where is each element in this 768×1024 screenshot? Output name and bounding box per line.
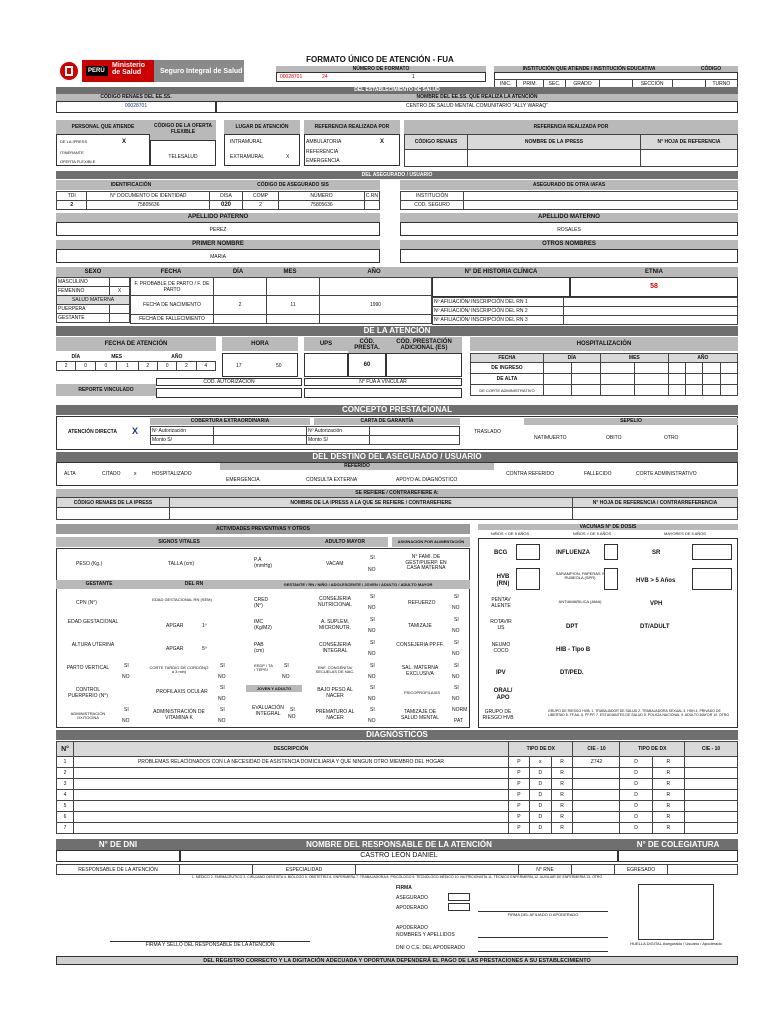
hospitalizacion-label: HOSPITALIZACIÓN <box>470 337 738 351</box>
cobertura-monto: Monto S/ <box>151 436 214 445</box>
sal-materna-excl: SAL. MATERNA EXCLUSIVA <box>401 665 439 677</box>
destino-bar: DEL DESTINO DEL ASEGURADO / USUARIO <box>56 452 738 462</box>
institucion-educativa-label: INSTITUCIÓN QUE ATIENDE / INSTITUCIÓN EDUCATIVA <box>494 66 684 72</box>
form-title: FORMATO ÚNICO DE ATENCIÓN - FUA <box>306 55 454 64</box>
hvb5: HVB > 5 Años <box>636 578 676 584</box>
no-marker: NO <box>452 696 460 702</box>
dx-tipo-ingreso: TIPO DE DX <box>509 742 573 757</box>
apellido-paterno-label: APELLIDO PATERNO <box>56 213 380 222</box>
citado: CITADO <box>102 471 121 477</box>
corte-admin: CORTE ADMINISTRATIVO <box>636 471 697 477</box>
adulto-mayor: ADULTO MAYOR <box>302 537 388 547</box>
admin-vitk: ADMINISTRACIÓN DE VITAMINA K <box>153 709 205 721</box>
dtadult: DT/ADULT <box>640 624 670 630</box>
no-marker: NO <box>288 714 296 720</box>
si-marker: SI <box>454 640 459 646</box>
codigo-label: CÓDIGO <box>684 66 738 72</box>
carta-autorizacion: Nº Autorización <box>307 427 370 436</box>
afil-rn1: Nº AFILIACIÓN/ INSCRIPCIÓN DEL RN 1 <box>433 298 564 307</box>
de-alta: DE ALTA <box>471 374 544 385</box>
obito: OBITO <box>606 435 622 441</box>
numero-formato-label: NÚMERO DE FORMATO <box>276 66 486 72</box>
numero-formato-part3: 1 <box>412 74 415 80</box>
fua-vincular: N° FUA A VINCULAR <box>359 379 407 385</box>
consejeria-nut: CONSEJERIA NUTRICIONAL <box>318 596 352 608</box>
no-marker: NO <box>368 674 376 680</box>
ambulatoria: AMBULATORIA <box>306 139 342 145</box>
no-marker: NO <box>368 567 376 573</box>
intramural: INTRAMURAL <box>230 139 263 145</box>
no-marker: NO <box>368 651 376 657</box>
si-marker: SI <box>370 663 375 669</box>
neumococo: NEUMO COCO <box>491 642 511 654</box>
diagnosticos-table <box>56 741 738 834</box>
oral-apo: ORAL/ APO <box>493 688 513 701</box>
hvb-rn: HVB (RN) <box>496 574 510 587</box>
de-la-atencion-bar: DE LA ATENCIÓN <box>56 326 738 336</box>
dx-ingreso: INGRESO <box>548 741 572 747</box>
atencion-directa: ATENCIÓN DIRECTA <box>68 429 117 435</box>
fecha-fall-label: FECHA DE FALLECIMIENTO <box>131 315 214 324</box>
profilaxis: PROFILAXIS OCULAR <box>156 689 208 695</box>
puerpera: PUERPERA <box>57 305 110 314</box>
dni-ce: DNI O C.E. DEL APODERADO <box>396 945 465 951</box>
influenza: INFLUENZA <box>556 550 590 556</box>
institucion: INSTITUCIÓN <box>401 192 464 201</box>
fecha-digit-3: 1 <box>117 362 138 371</box>
no-marker: NO <box>452 651 460 657</box>
dpt: DPT <box>566 624 578 630</box>
actividades-bar: ACTIVIDADES PREVENTIVAS Y OTROS <box>56 524 470 534</box>
referido-label: REFERIDO <box>220 463 494 470</box>
referencia-opt: REFERENCIA <box>306 149 339 155</box>
si-marker: SI <box>284 663 289 669</box>
nombres-apellidos: NOMBRES Y APELLIDOS <box>396 932 455 938</box>
establecimiento-bar: DEL ESTABLECIMIENTO DE SALUD <box>56 87 738 94</box>
dest-hoja-ref: N° HOJA DE REFERENCIA / CONTRARREFERENCIA <box>573 498 738 508</box>
sexo-label: SEXO <box>56 267 130 277</box>
table-row: 6 P D R D R <box>57 812 738 823</box>
nombre-eess-label: NOMBRE DEL EE.SS. QUE REALIZA LA ATENCIÓN <box>216 94 738 101</box>
gestante-header: GESTANTE <box>56 580 142 589</box>
vacunas-mayores: MAYORES DE 5 AÑOS <box>664 531 706 536</box>
fecha-digit-0: 2 <box>57 362 76 371</box>
femenino: FEMENINO <box>57 287 110 296</box>
hora-label: HORA <box>222 337 298 351</box>
etnia-label: ETNIA <box>570 267 738 277</box>
no-marker: NO <box>218 718 226 724</box>
no-marker: NO <box>452 674 460 680</box>
masculino: MASCULINO <box>57 278 110 287</box>
numero-formato-part1: 00028701 <box>280 74 303 80</box>
sarampion: SARAMPION, PAPERAS Y RUBEOLA (SPR) <box>555 571 605 581</box>
personal-label: PERSONAL QUE ATIENDE <box>56 120 150 134</box>
fecha-nac-dia: 2 <box>214 296 267 315</box>
evaluacion-integral: EVALUACIÓN INTEGRAL <box>252 705 284 717</box>
dx-n-label: N° <box>57 742 74 757</box>
consejeria-int: CONSEJERIA INTEGRAL <box>319 642 351 654</box>
de-corte: DE CORTE ADMINISTRATIVO <box>471 385 544 396</box>
asignacion: ASIGNACIÓN POR ALIMENTACIÓN <box>392 537 470 547</box>
ipv: IPV <box>496 670 506 676</box>
ambulatoria-mark: X <box>380 139 385 145</box>
traslado: TRASLADO <box>474 429 501 435</box>
hospitalizado: HOSPITALIZADO <box>152 471 192 477</box>
natimuerto: NATIMUERTO <box>534 435 567 441</box>
alta: ALTA <box>64 471 76 477</box>
primer-nombre: MARIA <box>210 254 226 260</box>
logo-sis: Seguro Integral de Salud <box>160 68 243 75</box>
cpn: CPN (N°) <box>76 600 97 606</box>
numero-formato-box <box>276 72 486 82</box>
si-marker: SI <box>370 707 375 713</box>
primer-nombre-label: PRIMER NOMBRE <box>56 240 380 249</box>
hora-value: 17 <box>236 363 242 369</box>
colegiatura-label: N° DE COLEGIATURA <box>618 839 738 850</box>
sepelio-label: SEPELIO <box>524 418 738 425</box>
no-marker: NO <box>218 696 226 702</box>
cod-presta-value: 60 <box>363 362 371 368</box>
tamizaje-salud-mental: TAMIZAJE DE SALUD MENTAL <box>401 709 439 721</box>
table-row: 1 PROBLEMAS RELACIONADOS CON LA NECESIDAD DE ASISTENCIA DOMICILIARIA Y QUE NINGUN OTRO MIEMBRO DEL HOGAR P x R Z742 D R <box>57 757 738 768</box>
fecha-nac-mes: 11 <box>267 296 320 315</box>
no-marker: NO <box>218 674 226 680</box>
asegurado-bar: DEL ASEGURADO / USUARIO <box>56 171 738 179</box>
prematuro: PREMATURO AL NACER <box>315 709 355 721</box>
hib: HIB - Tipo B <box>556 647 591 653</box>
referencia-por-label: REFERENCIA REALIZADA POR <box>404 120 738 134</box>
pab: PAB (cm) <box>254 642 264 654</box>
admin-oxitocina: ADMINISTRACIÓN OXITOCINA <box>70 711 106 721</box>
huella-label: HUELLA DIGITAL Asegurado / Usuario / Apoderado <box>630 941 722 946</box>
fallecido: FALLECIDO <box>584 471 612 477</box>
citado-mark: x <box>134 471 137 477</box>
antiamarilica: ANTIAMARILICA (AMA) <box>558 599 602 604</box>
emergencia-opt: EMERGENCIA <box>306 158 340 164</box>
no-marker: NO <box>122 674 130 680</box>
si-marker: SI <box>370 594 375 600</box>
tamizaje: TAMIZAJE <box>408 623 432 629</box>
table-row: 5 P D R D R <box>57 801 738 812</box>
apgar5-min: 5º <box>202 646 207 652</box>
itinerante: ITINERANTE <box>60 150 84 155</box>
refiere-bar: SE REFIERE / CONTRAREFIERE A: <box>56 489 738 497</box>
fecha-nac-label: FECHA DE NACIMIENTO <box>131 296 214 315</box>
dest-nombre-ipress: NOMBRE DE LA IPRESS A LA QUE SE REFIERE / CONTRAREFIERE <box>170 498 573 508</box>
cod-seguro: COD. SEGURO <box>401 201 464 210</box>
firma-sello: FIRMA Y SELLO DEL RESPONSABLE DE LA ATENCIÓN <box>145 942 275 948</box>
logo-ministry: Ministerio de Salud <box>112 62 146 76</box>
especialidad: ESPECIALIDAD <box>253 865 356 875</box>
consulta-externa: CONSULTA EXTERNA <box>306 477 358 483</box>
joven-adulto: JOVEN Y ADULTO <box>246 685 302 692</box>
no-marker: NO <box>452 628 460 634</box>
imc: IMC (Kg/M2) <box>254 619 272 631</box>
ref-nombre-ipress: NOMBRE DE LA IPRESS <box>468 135 641 150</box>
contra-referido: CONTRA REFERIDO <box>506 471 555 477</box>
refuerzo: REFUERZO <box>408 600 436 606</box>
reporte-vinculado: REPORTE VINCULADO <box>56 384 156 396</box>
fecha-label: FECHA <box>130 267 212 277</box>
fami: N° FAMI. DE GEST/PUERP. EN CASA MATERNA <box>405 554 447 571</box>
anio-label: AÑO <box>316 267 432 277</box>
si-marker: SI <box>124 707 129 713</box>
peso: PESO (Kg.) <box>76 561 103 567</box>
logo-country: PERÚ <box>88 68 105 74</box>
responsable-nombre-label: NOMBRE DEL RESPONSABLE DE LA ATENCIÓN <box>180 839 618 850</box>
fecha-digit-5: 0 <box>157 362 176 371</box>
suplem: A. SUPLEM. MICRONUTR. <box>319 619 351 631</box>
fecha-digit-2: 0 <box>95 362 116 371</box>
vacunas-ninos2: NIÑOS > DE 5 AÑOS <box>572 531 612 536</box>
pat: PAT <box>454 718 463 724</box>
firma-apoderado: APODERADO <box>396 905 428 911</box>
apellido-materno-label: APELLIDO MATERNO <box>400 213 738 222</box>
grupo-riesgo-nota: GRUPO DE RIESGO HVB: 1. TRABAJADOR DE SALUD 2. TRABAJADORA SEXUAL 3. HSH 4. PRIVADO DE LIBERTAD 5. FF.AA. 6. FF.PP. 7. ESTUDIANTES DE SALUD 8. POLICÍA NACIONAL 9. ADULTO MAYOR 10. OTRO <box>548 709 730 717</box>
edu-cols: INIC. PRIM. SEC. GRADO SECCIÓN TURNO <box>494 79 738 89</box>
egresado: EGRESADO <box>615 865 668 875</box>
referencia-label: REFERENCIA REALIZADA POR <box>304 120 400 134</box>
control-puerperio: CONTROL PUERPERIO (N°) <box>68 687 108 699</box>
si-marker: SI <box>370 640 375 646</box>
fecha-digit-6: 2 <box>177 362 196 371</box>
consejeria-ppff: CONSEJERIA PP.FF. <box>396 642 444 648</box>
firma-asegurado: ASEGURADO <box>396 895 428 901</box>
dx-cie-ingreso: CIE - 10 <box>573 742 620 757</box>
table-row: 4 P D R D R <box>57 790 738 801</box>
extramural-mark: X <box>286 154 290 160</box>
apoyo-diag: APOYO AL DIAGNÓSTICO <box>396 477 458 483</box>
rne: N° RNE <box>519 865 572 875</box>
dest-emergencia: EMERGENCIA <box>226 477 260 483</box>
footer-bar: DEL REGISTRO CORRECTO Y LA DIGITACIÓN ADECUADA Y OPORTUNA DEPENDERÁ EL PAGO DE LAS PRESTACIONES A SU ESTABLECIMIENTO <box>56 956 738 965</box>
ups-label: UPS <box>304 337 348 351</box>
ref-hoja: N° HOJA DE REFERENCIA <box>641 135 738 150</box>
si-marker: SI <box>370 617 375 623</box>
pa: P.A (mmHg) <box>254 557 273 569</box>
logo-block <box>58 60 244 82</box>
afil-rn3: Nº AFILIACIÓN/ INSCRIPCIÓN DEL RN 3 <box>433 316 564 325</box>
otra-iafas-label: ASEGURADO DE OTRA IAFAS <box>400 180 738 190</box>
vacunas-bar: VACUNAS N° DE DOSIS <box>478 524 738 530</box>
firma-label: FIRMA <box>396 885 412 891</box>
no-marker: NO <box>368 696 376 702</box>
bcg: BCG <box>494 550 508 556</box>
extramural: EXTRAMURAL <box>230 154 265 160</box>
bajo-peso: BAJO PESO AL NACER <box>317 687 353 699</box>
signos-vitales: SIGNOS VITALES <box>56 537 302 547</box>
dx-cie-egreso: CIE - 10 <box>685 742 738 757</box>
apellido-paterno: PEREZ <box>209 227 227 233</box>
si-marker: SI <box>454 594 459 600</box>
vph: VPH <box>650 601 663 607</box>
cod-presta-label: CÓD. PRESTA. <box>348 337 386 353</box>
minutos-value: 50 <box>276 363 282 369</box>
dest-codigo-renaes: CÓDIGO RENAES DE LA IPRESS <box>57 498 170 508</box>
dni-label: N° DE DNI <box>56 839 180 850</box>
de-ingreso: DE INGRESO <box>471 363 544 374</box>
huella-box <box>638 884 714 940</box>
si-marker: SI <box>124 663 129 669</box>
creo: CRED (N°) <box>254 597 269 609</box>
afil-rn2: Nº AFILIACIÓN/ INSCRIPCIÓN DEL RN 2 <box>433 307 564 316</box>
si-marker: SI <box>290 707 295 713</box>
lugar-label: LUGAR DE ATENCIÓN <box>224 120 300 134</box>
psicoprofilaxis: PSICOPROFILAXIS <box>404 690 441 695</box>
pentavalente: PENTAV ALENTE <box>491 597 511 609</box>
edad-gest-rn: EDAD GESTACIONAL RN (SEM) <box>152 597 212 602</box>
codigo-renaes-label: CÓDIGO RENAES DEL EE.SS. <box>56 94 216 101</box>
si-marker: SI <box>454 685 459 691</box>
fecha-digit-1: 0 <box>76 362 95 371</box>
carta-label: CARTA DE GARANTÍA <box>314 418 460 425</box>
mes-label: MES <box>264 267 316 277</box>
dx-egreso: EGRESO <box>663 741 685 747</box>
nombre-eess-value: CENTRO DE SALUD MENTAL COMUNITARIO "ALLY WARAQ" <box>406 103 548 109</box>
gestante: GESTANTE <box>57 314 110 323</box>
eedp: EEDP / TA / TEPSI <box>254 663 273 673</box>
numero-formato-part2: 24 <box>322 74 328 80</box>
de-la-ipress: DE LA IPRESS <box>60 139 88 144</box>
cod-adicional-label: CÓD. PRESTACIÓN ADICIONAL (ES) <box>386 337 462 353</box>
si-marker: SI <box>370 685 375 691</box>
si-marker: SI <box>454 617 459 623</box>
si-marker: SI <box>220 685 225 691</box>
femenino-mark: X <box>110 287 130 296</box>
firma-apoderado2: APODERADO <box>396 925 428 931</box>
si-marker: SI <box>370 555 375 561</box>
cobertura-autorizacion: Nº Autorización <box>151 427 214 436</box>
corte-tardio: CORTE TARDIO DE CORDÓN(2 a 3 min) <box>149 665 209 675</box>
table-row: 2 P D R D R <box>57 768 738 779</box>
dtped: DT/PED. <box>560 670 584 676</box>
ref-codigo-renaes: CÓDIGO RENAES <box>405 135 468 150</box>
diagnosticos-bar: DIAGNÓSTICOS <box>56 730 738 740</box>
parto-vertical: PARTO VERTICAL <box>66 665 110 671</box>
table-row: 3 P D R D R <box>57 779 738 790</box>
otros-nombres-label: OTROS NOMBRES <box>400 240 738 249</box>
no-marker: NO <box>122 718 130 724</box>
salud-materna: SALUD MATERNA <box>57 296 130 305</box>
dx-tipo-egreso: TIPO DE DX <box>620 742 685 757</box>
de-la-ipress-mark: X <box>122 139 127 145</box>
enf-congenita: ENF. CONGÉNITA/ SECUELAS DE NAC. <box>315 665 355 675</box>
otro: OTRO <box>664 435 679 441</box>
profesiones: 1. MÉDICO 2. FARMACÉUTICO 3. CIRUJANO DENTISTA 4. BIÓLOGO 5. OBSTETRIZ 6. ENFERMERA 7. TRABAJADORA 8. PSICÓLOGO 9. TECNÓLOGO MÉDICO 10. NUTRICIONISTA 11. TÉCNICO ENFERMERÍA 12. AUXILIAR DE ENFERMERÍA 13. OTRO <box>191 875 603 879</box>
no-marker: NO <box>368 605 376 611</box>
dia-label: DÍA <box>212 267 264 277</box>
historia-label: N° DE HISTORIA CLÍNICA <box>432 267 570 277</box>
norm: NORM <box>452 707 468 713</box>
edad-gest: EDAD GESTACIONAL <box>67 619 119 625</box>
identificacion-label: IDENTIFICACIÓN <box>56 180 206 190</box>
apellido-materno: ROSALES <box>557 227 581 233</box>
talla: TALLA (cm) <box>168 561 195 567</box>
codigo-renaes-value: 00028701 <box>124 103 148 109</box>
apgar5: APGAR <box>166 646 184 652</box>
apgar1: APGAR <box>166 623 184 629</box>
grupo-riesgo: GRUPO DE RIESGO HVB <box>482 709 514 721</box>
apgar1-min: 1º <box>202 623 207 629</box>
fecha-digit-4: 2 <box>138 362 157 371</box>
gestante-nino-header: GESTANTE / RN / NIÑO / ADOLESCENTE / JOVEN / ADULTO / ADULTO MAYOR <box>246 580 470 589</box>
si-marker: SI <box>220 707 225 713</box>
cod-autorizacion: CÓD. AUTORIZACIÓN <box>203 379 255 385</box>
si-marker: SI <box>454 663 459 669</box>
altura-uterina: ALTURA UTERINA <box>71 642 115 648</box>
carta-monto: Monto S/ <box>307 436 370 445</box>
responsable-atencion: RESPONSABLE DE LA ATENCIÓN <box>57 865 180 875</box>
del-rn-header: DEL RN <box>142 580 246 589</box>
sr: SR <box>652 550 661 556</box>
rotavirus: ROTAVIR US <box>490 619 512 631</box>
fecha-nac-anio: 1990 <box>320 296 432 315</box>
si-marker: SI <box>220 663 225 669</box>
fecha-atencion-label: FECHA DE ATENCIÓN <box>56 337 216 351</box>
table-row: 7 P D R D R <box>57 823 738 834</box>
no-marker: NO <box>282 674 290 680</box>
vacunas-ninos: NIÑOS < DE 5 AÑOS <box>490 531 530 536</box>
responsable-nombre: CASTRO LEON DANIEL <box>360 852 438 859</box>
asegurado-id-table: TDI N° DOCUMENTO DE IDENTIDAD DISA COMP NÚMERO C.RN 2 75805636 020 2 75805636 <box>56 191 380 210</box>
codigo-sis-label: CÓDIGO DE ASEGURADO SIS <box>206 180 380 190</box>
no-marker: NO <box>368 628 376 634</box>
dx-desc-label: DESCRIPCIÓN <box>74 742 509 757</box>
codigo-oferta-label: CÓDIGO DE LA OFERTA FLEXIBLE <box>150 120 216 140</box>
etnia-value: 58 <box>650 283 658 290</box>
fpp-label: F. PROBABLE DE PARTO / F. DE PARTO <box>131 278 214 296</box>
firma-afiliado: FIRMA DEL AFILIADO O APODERADO <box>507 912 579 917</box>
no-marker: NO <box>368 718 376 724</box>
cobertura-label: COBERTURA EXTRAORDINARIA <box>150 418 310 425</box>
oferta-flexible: OFERTA FLEXIBLE <box>60 159 96 164</box>
telesalud: TELESALUD <box>168 154 198 160</box>
peru-shield-icon <box>58 60 80 82</box>
concepto-bar: CONCEPTO PRESTACIONAL <box>56 405 738 415</box>
vacam: VACAM <box>326 561 344 567</box>
atencion-directa-mark: X <box>132 426 139 436</box>
no-marker: NO <box>452 605 460 611</box>
fecha-digit-7: 4 <box>196 362 215 371</box>
